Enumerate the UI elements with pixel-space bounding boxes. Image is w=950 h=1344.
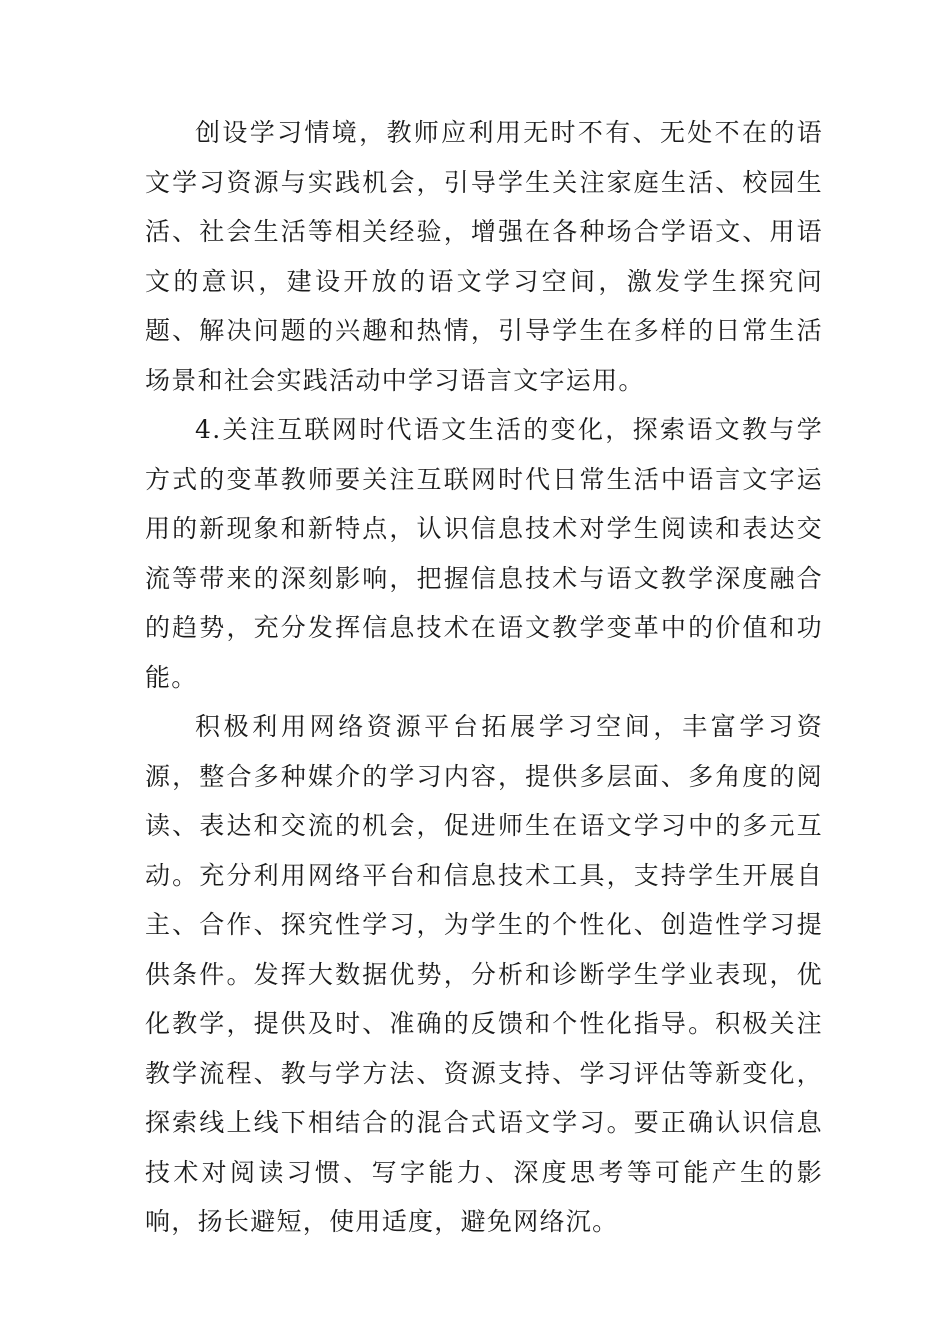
- document-body: [145, 108, 823, 1247]
- paragraph-internet-era: 4.关注互联网时代语文生活的变化，探索语文教与学方式的变革教师要关注互联网时代日常生活中语言文字运用的新现象和新特点，认识信息技术对学生阅读和表达交流等带来的深刻影响，把握信息技术与语文教学深度融合的趋势，充分发挥信息技术在语文教学变革中的价值和功能。: [145, 415, 823, 692]
- paragraph-learning-context: 创设学习情境，教师应利用无时不有、无处不在的语文学习资源与实践机会，引导学生关注家庭生活、校园生活、社会生活等相关经验，增强在各种场合学语文、用语文的意识，建设开放的语文学习空间，激发学生探究问题、解决问题的兴趣和热情，引导学生在多样的日常生活场景和社会实践活动中学习语言文字运用。: [145, 118, 823, 395]
- paragraph-network-resources: 积极利用网络资源平台拓展学习空间，丰富学习资源，整合多种媒介的学习内容，提供多层面、多角度的阅读、表达和交流的机会，促进师生在语文学习中的多元互动。充分利用网络平台和信息技术工具，支持学生开展自主、合作、探究性学习，为学生的个性化、创造性学习提供条件。发挥大数据优势，分析和诊断学生学业表现，优化教学，提供及时、准确的反馈和个性化指导。积极关注教学流程、教与学方法、资源支持、学习评估等新变化，探索线上线下相结合的混合式语文学习。要正确认识信息技术对阅读习惯、写字能力、深度思考等可能产生的影响，扬长避短，使用适度，避免网络沉。: [145, 712, 823, 1236]
